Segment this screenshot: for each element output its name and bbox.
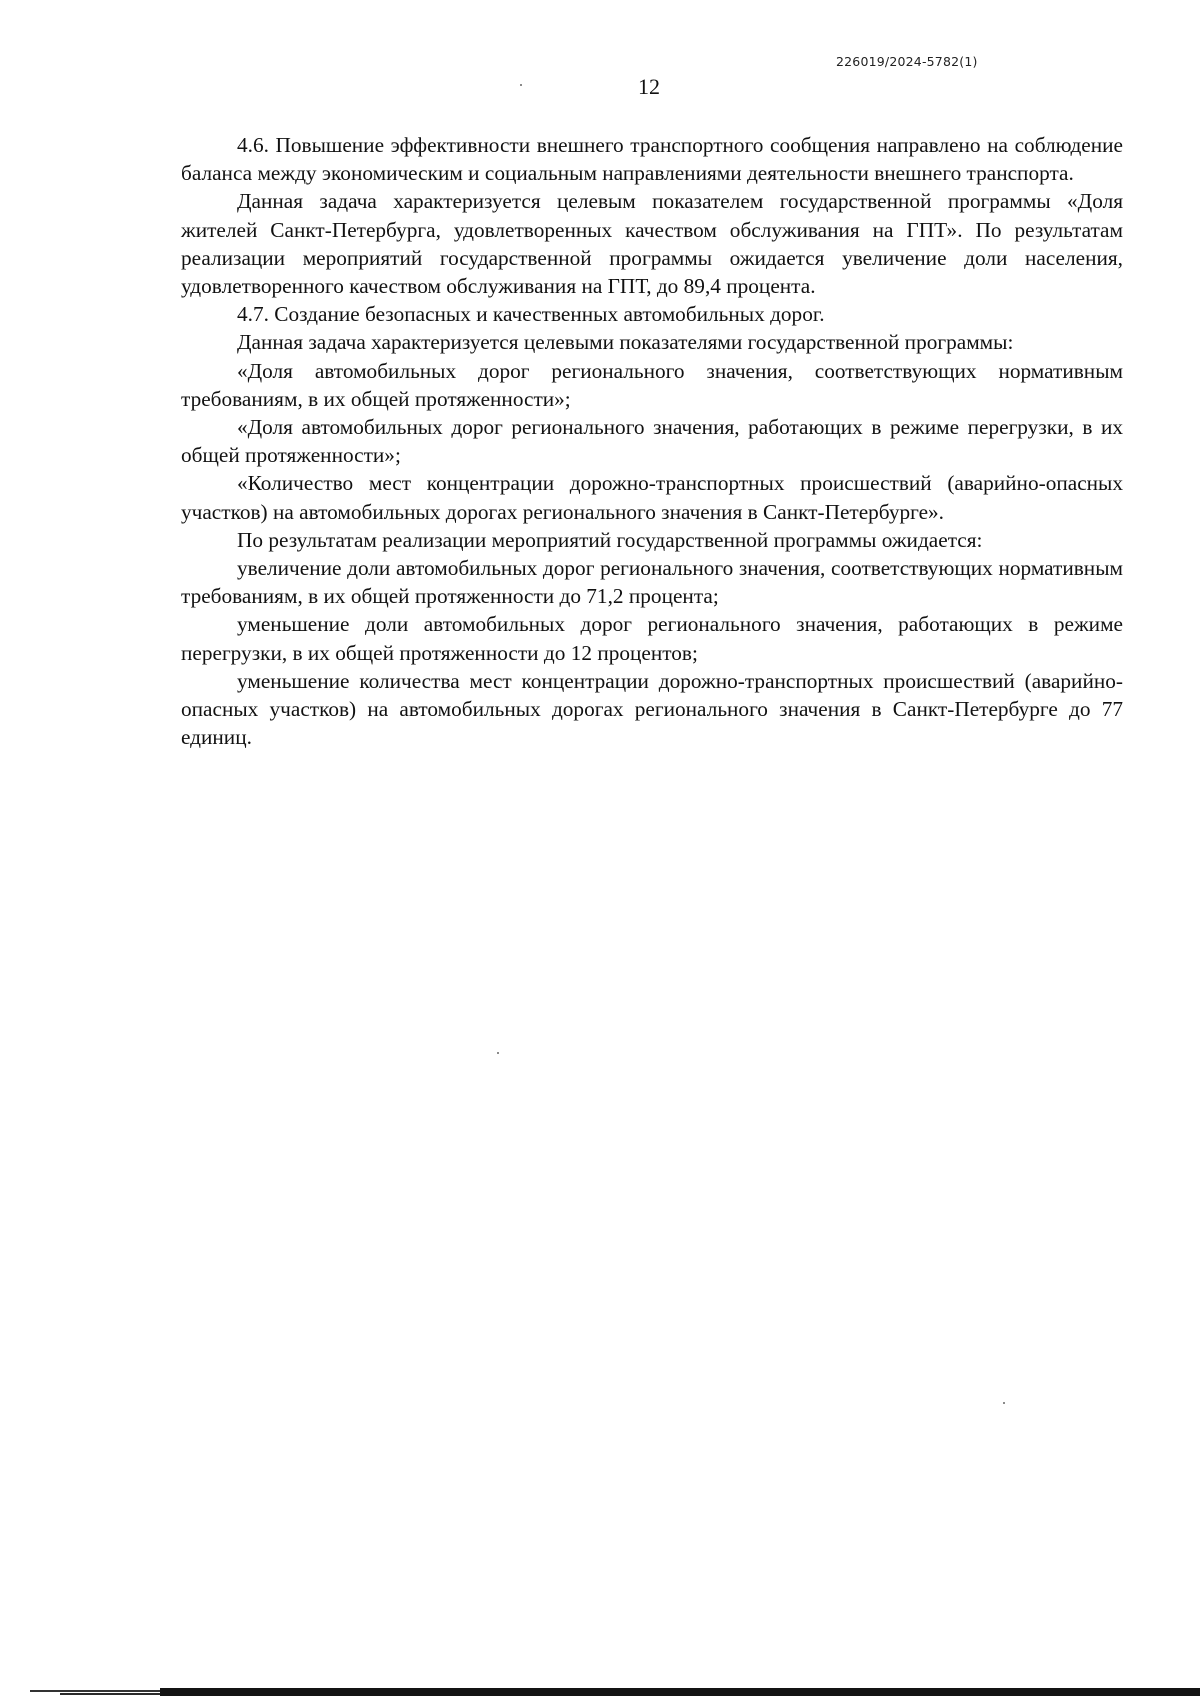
paragraph: Данная задача характеризуется целевым показателем государственной программы «Доля жителей Санкт-Петербурга, удовлетворенных качеством обслуживания на ГПТ». По результатам реализации мероприятий государственной программы ожидается увеличение доли населения, удовлетворенного качеством обслуживания на ГПТ, до 89,4 процента.	[181, 189, 1123, 299]
indicator-item: «Количество мест концентрации дорожно-транспортных происшествий (аварийно-опасных участков) на автомобильных дорогах регионального значения в Санкт-Петербурге».	[181, 471, 1123, 524]
scan-speck	[1003, 1402, 1005, 1404]
scan-bottom-edge	[0, 1682, 1200, 1696]
indicator-item: «Доля автомобильных дорог регионального значения, работающих в режиме перегрузки, в их общей протяженности»;	[181, 415, 1123, 468]
document-body	[181, 131, 1123, 751]
expected-result-item: увеличение доли автомобильных дорог регионального значения, соответствующих нормативным требованиям, в их общей протяженности до 71,2 процента;	[181, 556, 1123, 609]
expected-result-item: уменьшение количества мест концентрации дорожно-транспортных происшествий (аварийно-опасных участков) на автомобильных дорогах регионального значения в Санкт-Петербурге до 77 единиц.	[181, 668, 1123, 750]
paragraph: По результатам реализации мероприятий государственной программы ожидается:	[237, 527, 983, 552]
expected-result-item: уменьшение доли автомобильных дорог регионального значения, работающих в режиме перегрузки, в их общей протяженности до 12 процентов;	[181, 612, 1123, 665]
scan-bar	[160, 1688, 1200, 1696]
scan-streak	[30, 1690, 165, 1692]
scan-speck	[520, 84, 522, 86]
indicator-item: «Доля автомобильных дорог регионального значения, соответствующих нормативным требованиям, в их общей протяженности»;	[181, 358, 1123, 411]
paragraph: Данная задача характеризуется целевыми показателями государственной программы:	[237, 330, 1014, 355]
paragraph-4-6: 4.6. Повышение эффективности внешнего транспортного сообщения направлено на соблюдение баланса между экономическим и социальным направлениями деятельности внешнего транспорта.	[181, 133, 1123, 186]
scan-speck	[497, 1052, 499, 1054]
scan-streak	[60, 1693, 170, 1695]
page-number: 12	[638, 74, 660, 99]
document-id: 226019/2024-5782(1)	[836, 54, 978, 69]
paragraph-4-7: 4.7. Создание безопасных и качественных автомобильных дорог.	[237, 302, 825, 327]
